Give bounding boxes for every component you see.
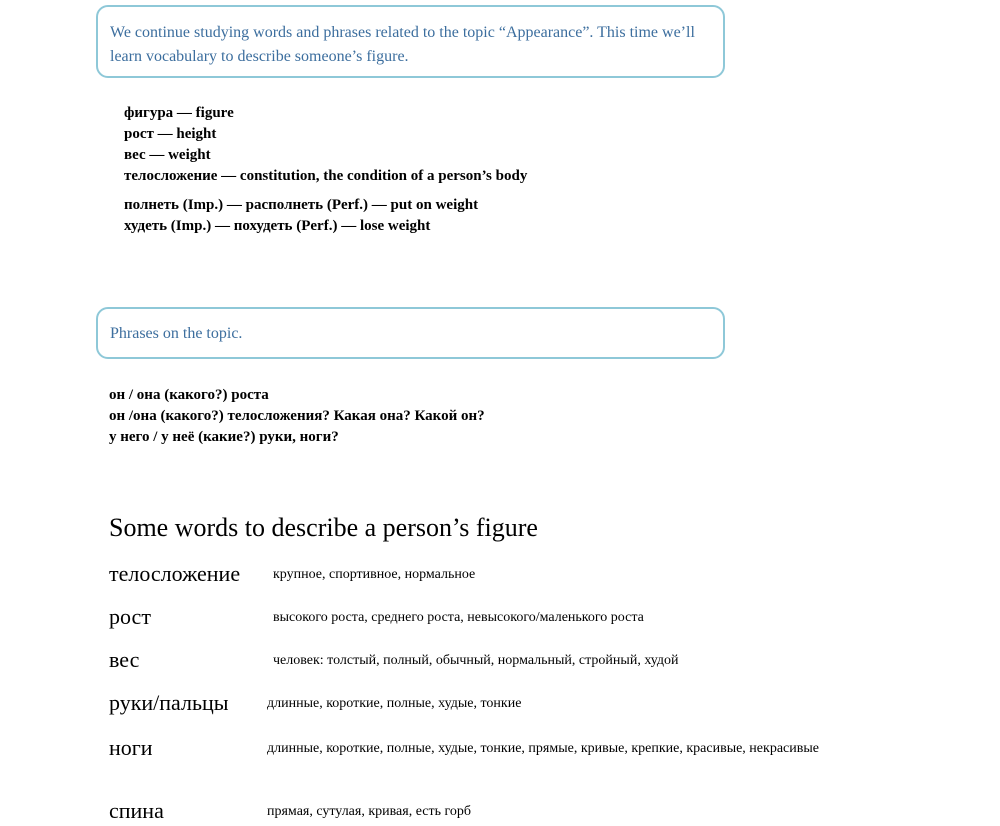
description-values: человек: толстый, полный, обычный, нормальный, стройный, худой	[273, 653, 679, 668]
vocabulary-list	[124, 103, 527, 237]
vocab-item: вес — weight	[124, 147, 211, 163]
vocab-item: худеть (Imp.) — похудеть (Perf.) — lose weight	[124, 218, 431, 234]
description-term: рост	[109, 604, 151, 629]
description-values: длинные, короткие, полные, худые, тонкие	[267, 696, 522, 711]
vocab-item: фигура — figure	[124, 105, 234, 121]
phrases-note-box	[96, 307, 725, 359]
description-values: длинные, короткие, полные, худые, тонкие, прямые, кривые, крепкие, красивые, некрасивые	[267, 741, 819, 756]
phrase-item: он / она (какого?) роста	[109, 387, 269, 403]
intro-text: We continue studying words and phrases related to the topic “Appearance”. This time we’ll learn vocabulary to describe someone’s figure.	[110, 24, 695, 65]
vocab-item: рост — height	[124, 126, 217, 142]
figure-section-title: Some words to describe a person’s figure	[109, 513, 538, 542]
description-values: высокого роста, среднего роста, невысокого/маленького роста	[273, 610, 644, 625]
description-values: крупное, спортивное, нормальное	[273, 567, 476, 582]
intro-note-box	[96, 5, 725, 78]
description-term: спина	[109, 798, 164, 823]
phrase-item: он /она (какого?) телосложения? Какая она? Какой он?	[109, 408, 485, 424]
phrases-list	[109, 385, 485, 448]
phrase-item: у него / у неё (какие?) руки, ноги?	[109, 429, 339, 445]
vocab-item: полнеть (Imp.) — располнеть (Perf.) — put on weight	[124, 197, 479, 213]
vocab-item: телосложение — constitution, the condition of a person’s body	[124, 168, 528, 184]
vocab-group-spacer	[124, 187, 527, 195]
description-term: телосложение	[109, 561, 241, 586]
phrases-box-text: Phrases on the topic.	[110, 325, 243, 342]
description-values: прямая, сутулая, кривая, есть горб	[267, 804, 472, 819]
description-term: ноги	[109, 735, 153, 760]
description-term: руки/пальцы	[109, 690, 229, 715]
description-term: вес	[109, 647, 140, 672]
